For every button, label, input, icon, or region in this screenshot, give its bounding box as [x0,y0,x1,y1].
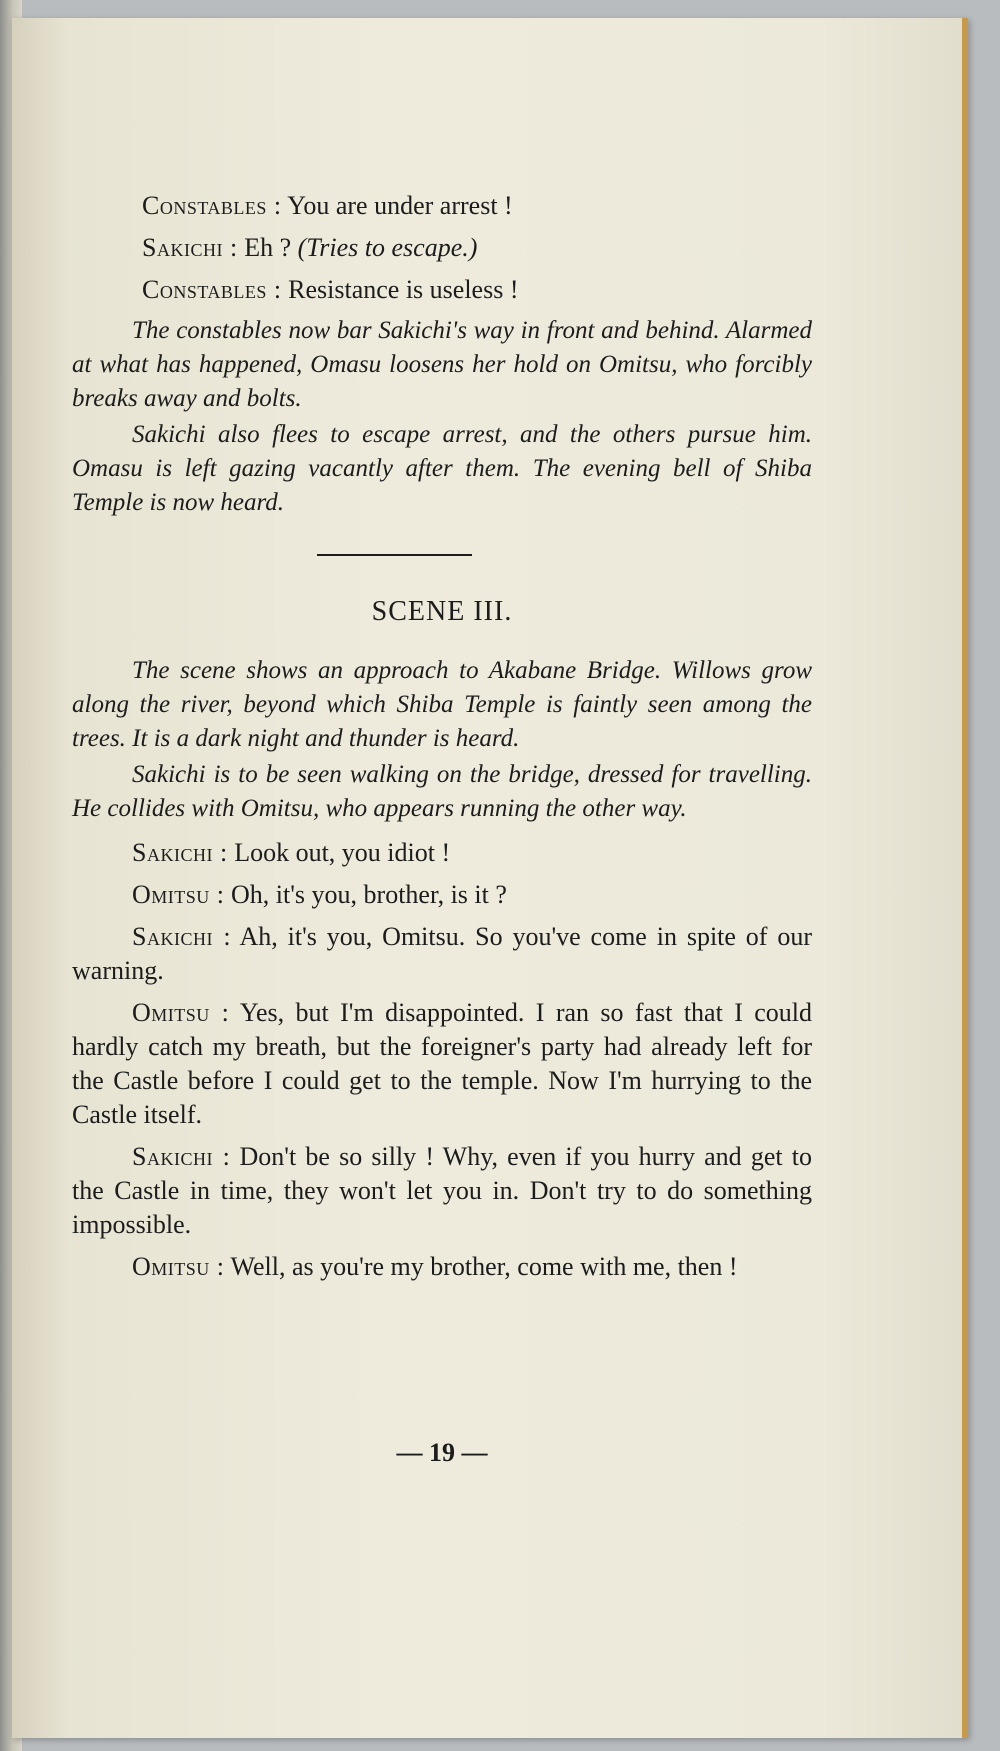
section-divider [317,554,472,556]
dialogue-line [72,878,812,912]
page-number: — 19 — [396,1438,488,1467]
speaker-name: Omitsu : [132,1252,225,1281]
line-text: You are under arrest ! [287,191,513,220]
line-text: Oh, it's you, brother, is it ? [231,880,507,909]
line-text: Eh ? [244,233,292,262]
speaker-name: Omitsu : [132,998,230,1027]
stage-direction: Sakichi is to be seen walking on the bridge, dressed for travelling. He collides with Omitsu, who appears running the other way. [72,761,812,822]
line-text: Well, as you're my brother, come with me, then ! [230,1252,738,1281]
dialogue-line [72,188,812,224]
line-text: Resistance is useless ! [288,275,519,304]
page-content [72,188,812,1467]
dialogue-line [72,230,812,266]
dialogue-line [72,920,812,988]
line-text: Ah, it's you, Omitsu. So you've come in spite of our warning. [72,922,812,985]
dialogue-line [72,836,812,870]
stage-direction: The scene shows an approach to Akabane Bridge. Willows grow along the river, beyond which Shiba Temple is faintly seen among the trees. It is a dark night and thunder is heard. [72,657,812,752]
speaker-name: Sakichi : [132,838,228,867]
stage-aside: (Tries to escape.) [297,233,478,262]
speaker-name: Sakichi : [142,233,238,262]
dialogue-line [72,1250,812,1284]
speaker-name: Constables : [142,275,282,304]
book-page [12,18,968,1738]
stage-direction: Sakichi also flees to escape arrest, and the others pursue him. Omasu is left gazing vacantly after them. The evening bell of Shiba Temple is now heard. [72,421,812,516]
speaker-name: Sakichi : [132,922,232,951]
stage-direction: The constables now bar Sakichi's way in front and behind. Alarmed at what has happened, Omasu loosens her hold on Omitsu, who forcibly breaks away and bolts. [72,317,812,412]
speaker-name: Constables : [142,191,282,220]
line-text: Don't be so silly ! Why, even if you hurry and get to the Castle in time, they won't let you in. Don't try to do something impossible. [72,1142,812,1239]
dialogue-line [72,272,812,308]
dialogue-line [72,1140,812,1242]
line-text: Yes, but I'm disappointed. I ran so fast that I could hardly catch my breath, but the foreigner's party had already left for the Castle before I could get to the temple. Now I'm hurrying to the Castle itself. [72,998,812,1129]
line-text: Look out, you idiot ! [234,838,451,867]
speaker-name: Sakichi : [132,1142,231,1171]
speaker-name: Omitsu : [132,880,225,909]
dialogue-line [72,996,812,1132]
scene-title: SCENE III. [371,596,513,627]
